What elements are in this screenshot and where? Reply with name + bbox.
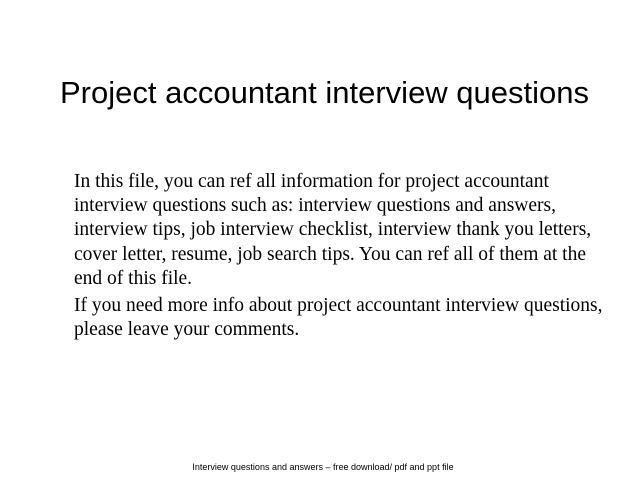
slide-title: Project accountant interview questions — [60, 75, 590, 110]
footer-text: Interview questions and answers – free download/ pdf and ppt file — [192, 462, 454, 472]
slide-body — [74, 170, 614, 345]
body-paragraph-comments: If you need more info about project accountant interview questions, please leave your comments. — [74, 295, 603, 341]
body-paragraph-intro: In this file, you can ref all information for project accountant interview questions such as: interview questions and answers, interview tips, job interview checklist, interview thank you letters, cover letter, resume, job search tips. You can ref all of them at the end of this file. — [74, 171, 592, 289]
slide-footer — [0, 461, 638, 473]
